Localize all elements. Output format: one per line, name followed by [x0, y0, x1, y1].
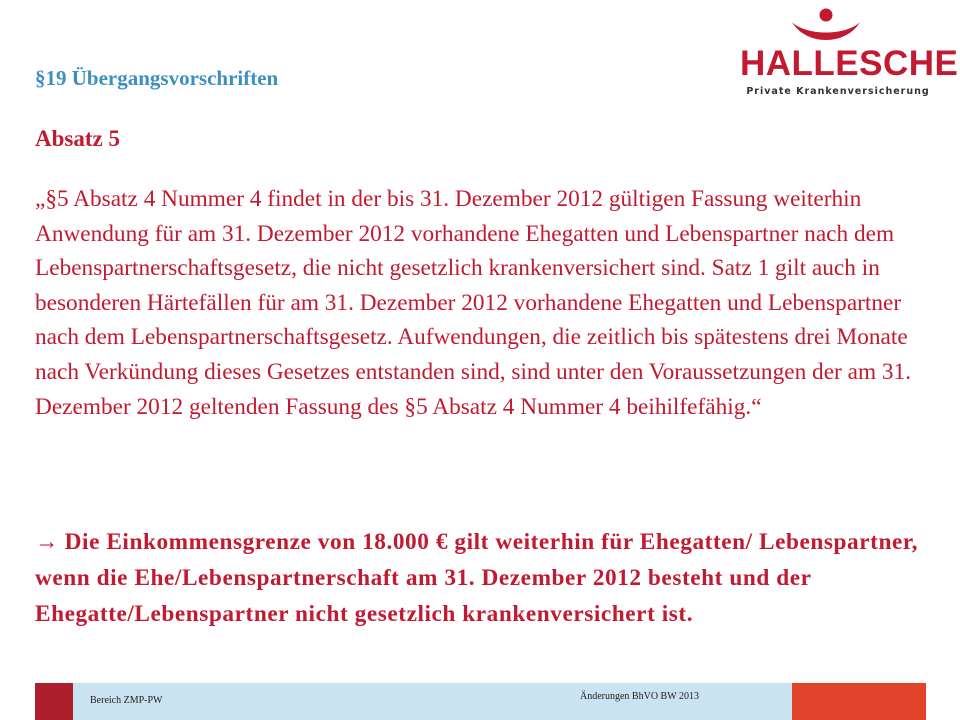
footer-document-label: Änderungen BhVO BW 2013: [580, 691, 699, 702]
section-title: §19 Übergangsvorschriften: [35, 66, 279, 90]
logo-wordmark: HALLESCHE: [740, 44, 959, 83]
hallesche-emblem-icon: [790, 8, 862, 46]
conclusion-text: Die Einkommensgrenze von 18.000 € gilt weiterhin für Ehegatten/ Lebenspartner, wenn die Ehe/Lebenspartnerschaft am 31. Dezember 2012 besteht und der Ehegatte/Lebenspartner nicht gesetzlich krankenversichert ist.: [35, 529, 918, 627]
logo-tagline: Private Krankenversicherung: [746, 86, 930, 97]
company-logo: [740, 8, 959, 98]
footer-bar: [35, 683, 926, 720]
law-quote: „§5 Absatz 4 Nummer 4 findet in der bis 31. Dezember 2012 gültigen Fassung weiterhin Anwendung für am 31. Dezember 2012 vorhandene Ehegatten und Lebenspartner nach dem Lebenspartnerschaftsgesetz, die nicht gesetzlich krankenversichert sind. Satz 1 gilt auch in besonderen Härtefällen für am 31. Dezember 2012 vorhandene Ehegatten und Lebenspartner nach dem Lebenspartnerschaftsgesetz. Aufwendungen, die zeitlich bis spätestens drei Monate nach Verkündung dieses Gesetzes entstanden sind, sind unter den Voraussetzungen der am 31. Dezember 2012 geltenden Fassung des §5 Absatz 4 Nummer 4 beihilfefähig.“: [35, 186, 912, 420]
footer-section-label: Bereich ZMP-PW: [90, 695, 163, 706]
paragraph-heading: Absatz 5: [35, 126, 120, 151]
footer-left-block: [35, 683, 73, 720]
conclusion-statement: [35, 524, 925, 632]
footer-right-block: [792, 683, 926, 720]
right-arrow-icon: →: [35, 529, 59, 555]
